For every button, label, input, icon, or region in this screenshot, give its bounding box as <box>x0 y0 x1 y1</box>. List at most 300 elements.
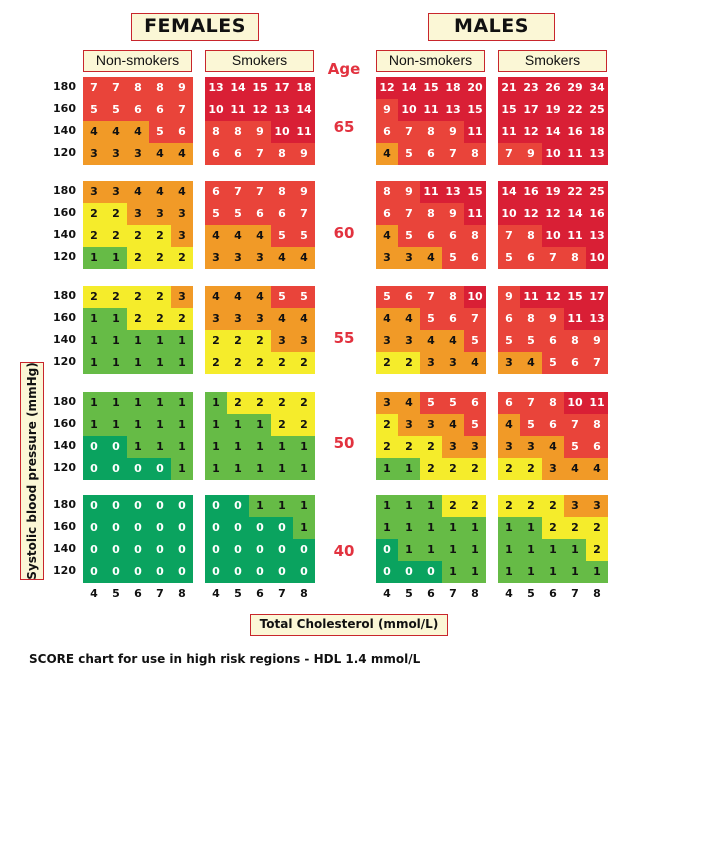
cholesterol-tick-label: 4 <box>383 587 391 600</box>
risk-cell: 2 <box>271 352 293 374</box>
risk-cell: 4 <box>442 414 464 436</box>
risk-cell: 0 <box>227 495 249 517</box>
risk-cell: 4 <box>127 121 149 143</box>
risk-cell: 3 <box>83 181 105 203</box>
risk-cell: 2 <box>293 414 315 436</box>
cholesterol-tick-label: 5 <box>405 587 413 600</box>
risk-cell: 8 <box>271 143 293 165</box>
risk-cell: 17 <box>271 77 293 99</box>
risk-cell: 1 <box>498 517 520 539</box>
risk-cell: 3 <box>498 352 520 374</box>
risk-cell: 4 <box>205 225 227 247</box>
age-group-label: 40 <box>333 542 355 560</box>
risk-cell: 5 <box>83 99 105 121</box>
risk-cell: 5 <box>293 225 315 247</box>
risk-cell: 2 <box>127 247 149 269</box>
risk-cell: 6 <box>376 203 398 225</box>
risk-cell: 1 <box>542 539 564 561</box>
risk-cell: 5 <box>271 225 293 247</box>
risk-cell: 2 <box>498 495 520 517</box>
risk-cell: 2 <box>105 203 127 225</box>
risk-cell: 9 <box>442 203 464 225</box>
risk-cell: 12 <box>376 77 398 99</box>
risk-cell: 8 <box>271 181 293 203</box>
risk-cell: 2 <box>420 458 442 480</box>
risk-cell: 0 <box>83 561 105 583</box>
bp-tick-label: 180 <box>53 498 76 511</box>
risk-cell: 2 <box>442 495 464 517</box>
risk-cell: 1 <box>205 414 227 436</box>
risk-cell: 4 <box>420 330 442 352</box>
risk-cell: 3 <box>398 247 420 269</box>
risk-cell: 14 <box>564 203 586 225</box>
risk-cell: 5 <box>376 286 398 308</box>
risk-cell: 2 <box>83 286 105 308</box>
risk-cell: 8 <box>420 121 442 143</box>
risk-cell: 0 <box>271 517 293 539</box>
risk-cell: 2 <box>149 286 171 308</box>
risk-cell: 5 <box>271 286 293 308</box>
risk-cell: 14 <box>542 121 564 143</box>
risk-cell: 1 <box>149 436 171 458</box>
risk-cell: 6 <box>171 121 193 143</box>
age-header: Age <box>327 60 361 78</box>
risk-cell: 3 <box>127 203 149 225</box>
bp-tick-label: 140 <box>53 333 76 346</box>
risk-cell: 1 <box>293 517 315 539</box>
risk-cell: 2 <box>520 495 542 517</box>
risk-cell: 1 <box>249 458 271 480</box>
risk-cell: 2 <box>105 225 127 247</box>
risk-cell: 3 <box>376 392 398 414</box>
risk-cell: 6 <box>420 225 442 247</box>
risk-cell: 11 <box>564 143 586 165</box>
risk-cell: 0 <box>127 539 149 561</box>
risk-cell: 1 <box>83 330 105 352</box>
risk-cell: 19 <box>542 181 564 203</box>
risk-cell: 12 <box>520 121 542 143</box>
risk-cell: 5 <box>205 203 227 225</box>
risk-cell: 2 <box>520 458 542 480</box>
risk-cell: 0 <box>83 517 105 539</box>
risk-cell: 0 <box>105 561 127 583</box>
risk-cell: 3 <box>398 330 420 352</box>
bp-tick-label: 120 <box>53 461 76 474</box>
risk-cell: 6 <box>420 143 442 165</box>
risk-cell: 5 <box>442 392 464 414</box>
cholesterol-tick-label: 8 <box>471 587 479 600</box>
risk-cell: 0 <box>376 561 398 583</box>
risk-cell: 7 <box>564 414 586 436</box>
bp-tick-label: 180 <box>53 289 76 302</box>
risk-cell: 2 <box>376 436 398 458</box>
risk-cell: 1 <box>127 436 149 458</box>
risk-cell: 13 <box>586 143 608 165</box>
risk-cell: 8 <box>127 77 149 99</box>
risk-cell: 4 <box>398 308 420 330</box>
risk-cell: 12 <box>520 203 542 225</box>
risk-cell: 1 <box>271 436 293 458</box>
risk-cell: 11 <box>464 121 486 143</box>
risk-cell: 1 <box>398 495 420 517</box>
risk-cell: 8 <box>442 286 464 308</box>
risk-cell: 8 <box>464 225 486 247</box>
risk-cell: 5 <box>420 308 442 330</box>
risk-cell: 1 <box>420 539 442 561</box>
risk-cell: 4 <box>293 247 315 269</box>
risk-cell: 4 <box>227 225 249 247</box>
risk-cell: 3 <box>520 436 542 458</box>
females-non-smokers-header: Non-smokers <box>83 50 192 72</box>
risk-cell: 0 <box>171 495 193 517</box>
bp-tick-label: 160 <box>53 417 76 430</box>
risk-cell: 1 <box>420 517 442 539</box>
risk-cell: 4 <box>376 308 398 330</box>
risk-cell: 2 <box>498 458 520 480</box>
risk-cell: 20 <box>464 77 486 99</box>
risk-cell: 1 <box>127 352 149 374</box>
risk-cell: 7 <box>420 286 442 308</box>
risk-cell: 2 <box>149 225 171 247</box>
risk-cell: 8 <box>227 121 249 143</box>
risk-cell: 3 <box>171 225 193 247</box>
risk-cell: 11 <box>420 99 442 121</box>
risk-cell: 5 <box>498 330 520 352</box>
cholesterol-tick-label: 6 <box>427 587 435 600</box>
risk-cell: 2 <box>293 352 315 374</box>
risk-cell: 3 <box>205 308 227 330</box>
age-group-label: 65 <box>333 118 355 136</box>
risk-cell: 2 <box>586 539 608 561</box>
risk-cell: 1 <box>376 495 398 517</box>
risk-cell: 4 <box>105 121 127 143</box>
risk-cell: 1 <box>293 495 315 517</box>
risk-cell: 1 <box>105 330 127 352</box>
risk-cell: 2 <box>442 458 464 480</box>
risk-cell: 13 <box>442 99 464 121</box>
risk-cell: 3 <box>227 308 249 330</box>
bp-tick-label: 180 <box>53 395 76 408</box>
risk-cell: 4 <box>464 352 486 374</box>
risk-cell: 6 <box>464 247 486 269</box>
risk-cell: 7 <box>105 77 127 99</box>
risk-cell: 11 <box>464 203 486 225</box>
risk-cell: 1 <box>171 458 193 480</box>
risk-cell: 0 <box>149 495 171 517</box>
risk-cell: 4 <box>227 286 249 308</box>
risk-cell: 17 <box>586 286 608 308</box>
risk-cell: 1 <box>293 458 315 480</box>
risk-cell: 0 <box>293 561 315 583</box>
risk-cell: 7 <box>498 225 520 247</box>
risk-cell: 2 <box>564 517 586 539</box>
risk-cell: 8 <box>586 414 608 436</box>
risk-cell: 1 <box>171 436 193 458</box>
risk-cell: 9 <box>171 77 193 99</box>
risk-cell: 7 <box>398 121 420 143</box>
risk-cell: 9 <box>293 181 315 203</box>
risk-cell: 8 <box>564 330 586 352</box>
bp-tick-label: 120 <box>53 146 76 159</box>
risk-cell: 2 <box>398 436 420 458</box>
males-non-smokers-header: Non-smokers <box>376 50 485 72</box>
age-group-label: 60 <box>333 224 355 242</box>
risk-cell: 10 <box>271 121 293 143</box>
risk-cell: 11 <box>420 181 442 203</box>
risk-cell: 6 <box>542 414 564 436</box>
risk-cell: 0 <box>227 517 249 539</box>
risk-cell: 2 <box>105 286 127 308</box>
risk-cell: 1 <box>171 352 193 374</box>
risk-cell: 3 <box>105 143 127 165</box>
risk-cell: 1 <box>227 414 249 436</box>
risk-cell: 9 <box>376 99 398 121</box>
risk-cell: 3 <box>249 308 271 330</box>
cholesterol-tick-label: 7 <box>449 587 457 600</box>
bp-tick-label: 140 <box>53 124 76 137</box>
bp-tick-label: 120 <box>53 564 76 577</box>
risk-cell: 4 <box>149 143 171 165</box>
risk-cell: 2 <box>149 247 171 269</box>
risk-cell: 11 <box>293 121 315 143</box>
risk-cell: 16 <box>586 203 608 225</box>
risk-cell: 1 <box>376 517 398 539</box>
risk-cell: 5 <box>105 99 127 121</box>
risk-cell: 3 <box>83 143 105 165</box>
risk-cell: 0 <box>205 539 227 561</box>
risk-cell: 3 <box>127 143 149 165</box>
risk-cell: 3 <box>442 352 464 374</box>
risk-cell: 1 <box>83 308 105 330</box>
risk-cell: 2 <box>227 352 249 374</box>
risk-cell: 14 <box>398 77 420 99</box>
risk-cell: 2 <box>171 308 193 330</box>
risk-cell: 3 <box>398 414 420 436</box>
risk-cell: 0 <box>205 517 227 539</box>
risk-cell: 0 <box>127 495 149 517</box>
risk-cell: 1 <box>398 517 420 539</box>
risk-cell: 1 <box>149 352 171 374</box>
x-axis-label: Total Cholesterol (mmol/L) <box>250 614 448 636</box>
risk-cell: 6 <box>442 308 464 330</box>
risk-cell: 1 <box>105 308 127 330</box>
risk-cell: 6 <box>249 203 271 225</box>
age-group-label: 55 <box>333 329 355 347</box>
risk-cell: 15 <box>249 77 271 99</box>
risk-cell: 1 <box>249 436 271 458</box>
risk-cell: 2 <box>171 247 193 269</box>
risk-cell: 2 <box>205 352 227 374</box>
risk-cell: 6 <box>498 392 520 414</box>
risk-cell: 0 <box>127 561 149 583</box>
risk-cell: 5 <box>520 414 542 436</box>
risk-cell: 2 <box>249 330 271 352</box>
risk-cell: 3 <box>205 247 227 269</box>
bp-tick-label: 160 <box>53 520 76 533</box>
risk-cell: 6 <box>542 330 564 352</box>
females-smokers-header: Smokers <box>205 50 314 72</box>
risk-cell: 4 <box>293 308 315 330</box>
risk-cell: 3 <box>542 458 564 480</box>
risk-cell: 6 <box>442 225 464 247</box>
risk-cell: 3 <box>293 330 315 352</box>
risk-cell: 2 <box>586 517 608 539</box>
risk-cell: 3 <box>271 330 293 352</box>
risk-cell: 10 <box>564 392 586 414</box>
risk-cell: 6 <box>149 99 171 121</box>
risk-cell: 1 <box>149 392 171 414</box>
cholesterol-tick-label: 8 <box>300 587 308 600</box>
risk-cell: 13 <box>271 99 293 121</box>
risk-cell: 6 <box>398 286 420 308</box>
risk-cell: 5 <box>520 330 542 352</box>
risk-cell: 9 <box>249 121 271 143</box>
risk-cell: 3 <box>442 436 464 458</box>
risk-cell: 14 <box>293 99 315 121</box>
risk-cell: 4 <box>127 181 149 203</box>
risk-cell: 6 <box>227 143 249 165</box>
risk-cell: 1 <box>171 330 193 352</box>
risk-cell: 1 <box>249 414 271 436</box>
risk-cell: 0 <box>127 517 149 539</box>
risk-cell: 0 <box>83 539 105 561</box>
risk-cell: 2 <box>227 392 249 414</box>
risk-cell: 15 <box>464 181 486 203</box>
risk-cell: 6 <box>586 436 608 458</box>
risk-cell: 3 <box>105 181 127 203</box>
risk-cell: 2 <box>127 286 149 308</box>
risk-cell: 0 <box>271 539 293 561</box>
risk-cell: 2 <box>420 436 442 458</box>
risk-cell: 11 <box>520 286 542 308</box>
risk-cell: 8 <box>542 392 564 414</box>
risk-cell: 1 <box>205 458 227 480</box>
risk-cell: 0 <box>83 436 105 458</box>
risk-cell: 11 <box>227 99 249 121</box>
risk-cell: 7 <box>498 143 520 165</box>
risk-cell: 5 <box>149 121 171 143</box>
risk-cell: 1 <box>83 392 105 414</box>
risk-cell: 1 <box>205 436 227 458</box>
risk-cell: 4 <box>271 308 293 330</box>
risk-cell: 1 <box>442 539 464 561</box>
risk-cell: 1 <box>420 495 442 517</box>
risk-cell: 10 <box>398 99 420 121</box>
risk-cell: 18 <box>442 77 464 99</box>
cholesterol-tick-label: 5 <box>527 587 535 600</box>
risk-cell: 10 <box>498 203 520 225</box>
cholesterol-tick-label: 8 <box>178 587 186 600</box>
risk-cell: 15 <box>498 99 520 121</box>
risk-cell: 5 <box>227 203 249 225</box>
risk-cell: 0 <box>149 561 171 583</box>
risk-cell: 2 <box>227 330 249 352</box>
risk-cell: 2 <box>542 517 564 539</box>
risk-cell: 0 <box>127 458 149 480</box>
chart-caption: SCORE chart for use in high risk regions - HDL 1.4 mmol/L <box>29 652 421 666</box>
bp-tick-label: 120 <box>53 250 76 263</box>
risk-cell: 10 <box>542 143 564 165</box>
risk-cell: 9 <box>398 181 420 203</box>
risk-cell: 4 <box>249 225 271 247</box>
risk-cell: 0 <box>105 495 127 517</box>
risk-cell: 1 <box>149 330 171 352</box>
risk-cell: 3 <box>376 330 398 352</box>
risk-cell: 2 <box>464 495 486 517</box>
risk-cell: 8 <box>464 143 486 165</box>
risk-cell: 8 <box>564 247 586 269</box>
bp-tick-label: 160 <box>53 206 76 219</box>
risk-cell: 0 <box>398 561 420 583</box>
risk-cell: 7 <box>586 352 608 374</box>
risk-cell: 5 <box>398 143 420 165</box>
risk-cell: 1 <box>271 495 293 517</box>
risk-cell: 5 <box>464 330 486 352</box>
risk-cell: 7 <box>520 392 542 414</box>
risk-cell: 5 <box>498 247 520 269</box>
cholesterol-tick-label: 7 <box>156 587 164 600</box>
risk-cell: 15 <box>464 99 486 121</box>
risk-cell: 1 <box>586 561 608 583</box>
risk-cell: 16 <box>520 181 542 203</box>
risk-cell: 9 <box>586 330 608 352</box>
risk-cell: 4 <box>586 458 608 480</box>
risk-cell: 3 <box>227 247 249 269</box>
risk-cell: 0 <box>105 436 127 458</box>
risk-cell: 8 <box>520 225 542 247</box>
risk-cell: 6 <box>564 352 586 374</box>
risk-cell: 1 <box>127 392 149 414</box>
risk-cell: 1 <box>498 561 520 583</box>
risk-cell: 1 <box>520 561 542 583</box>
risk-cell: 19 <box>542 99 564 121</box>
risk-cell: 7 <box>171 99 193 121</box>
risk-cell: 3 <box>376 247 398 269</box>
risk-cell: 2 <box>398 352 420 374</box>
risk-cell: 2 <box>127 308 149 330</box>
risk-cell: 6 <box>464 392 486 414</box>
risk-cell: 1 <box>398 539 420 561</box>
risk-cell: 25 <box>586 99 608 121</box>
risk-cell: 1 <box>442 517 464 539</box>
risk-cell: 14 <box>498 181 520 203</box>
risk-cell: 21 <box>498 77 520 99</box>
risk-cell: 3 <box>249 247 271 269</box>
risk-cell: 8 <box>520 308 542 330</box>
cholesterol-tick-label: 5 <box>234 587 242 600</box>
risk-cell: 2 <box>464 458 486 480</box>
cholesterol-tick-label: 4 <box>505 587 513 600</box>
risk-cell: 5 <box>542 352 564 374</box>
risk-cell: 7 <box>542 247 564 269</box>
risk-cell: 8 <box>420 203 442 225</box>
risk-cell: 7 <box>293 203 315 225</box>
risk-cell: 9 <box>498 286 520 308</box>
risk-cell: 1 <box>105 392 127 414</box>
risk-cell: 4 <box>83 121 105 143</box>
risk-cell: 1 <box>398 458 420 480</box>
risk-cell: 1 <box>249 495 271 517</box>
risk-cell: 1 <box>149 414 171 436</box>
risk-cell: 1 <box>464 561 486 583</box>
y-axis-label: Systolic blood pressure (mmHg) <box>20 362 44 580</box>
cholesterol-tick-label: 7 <box>571 587 579 600</box>
risk-cell: 7 <box>227 181 249 203</box>
risk-cell: 1 <box>205 392 227 414</box>
risk-cell: 9 <box>442 121 464 143</box>
risk-cell: 1 <box>542 561 564 583</box>
risk-cell: 1 <box>293 436 315 458</box>
